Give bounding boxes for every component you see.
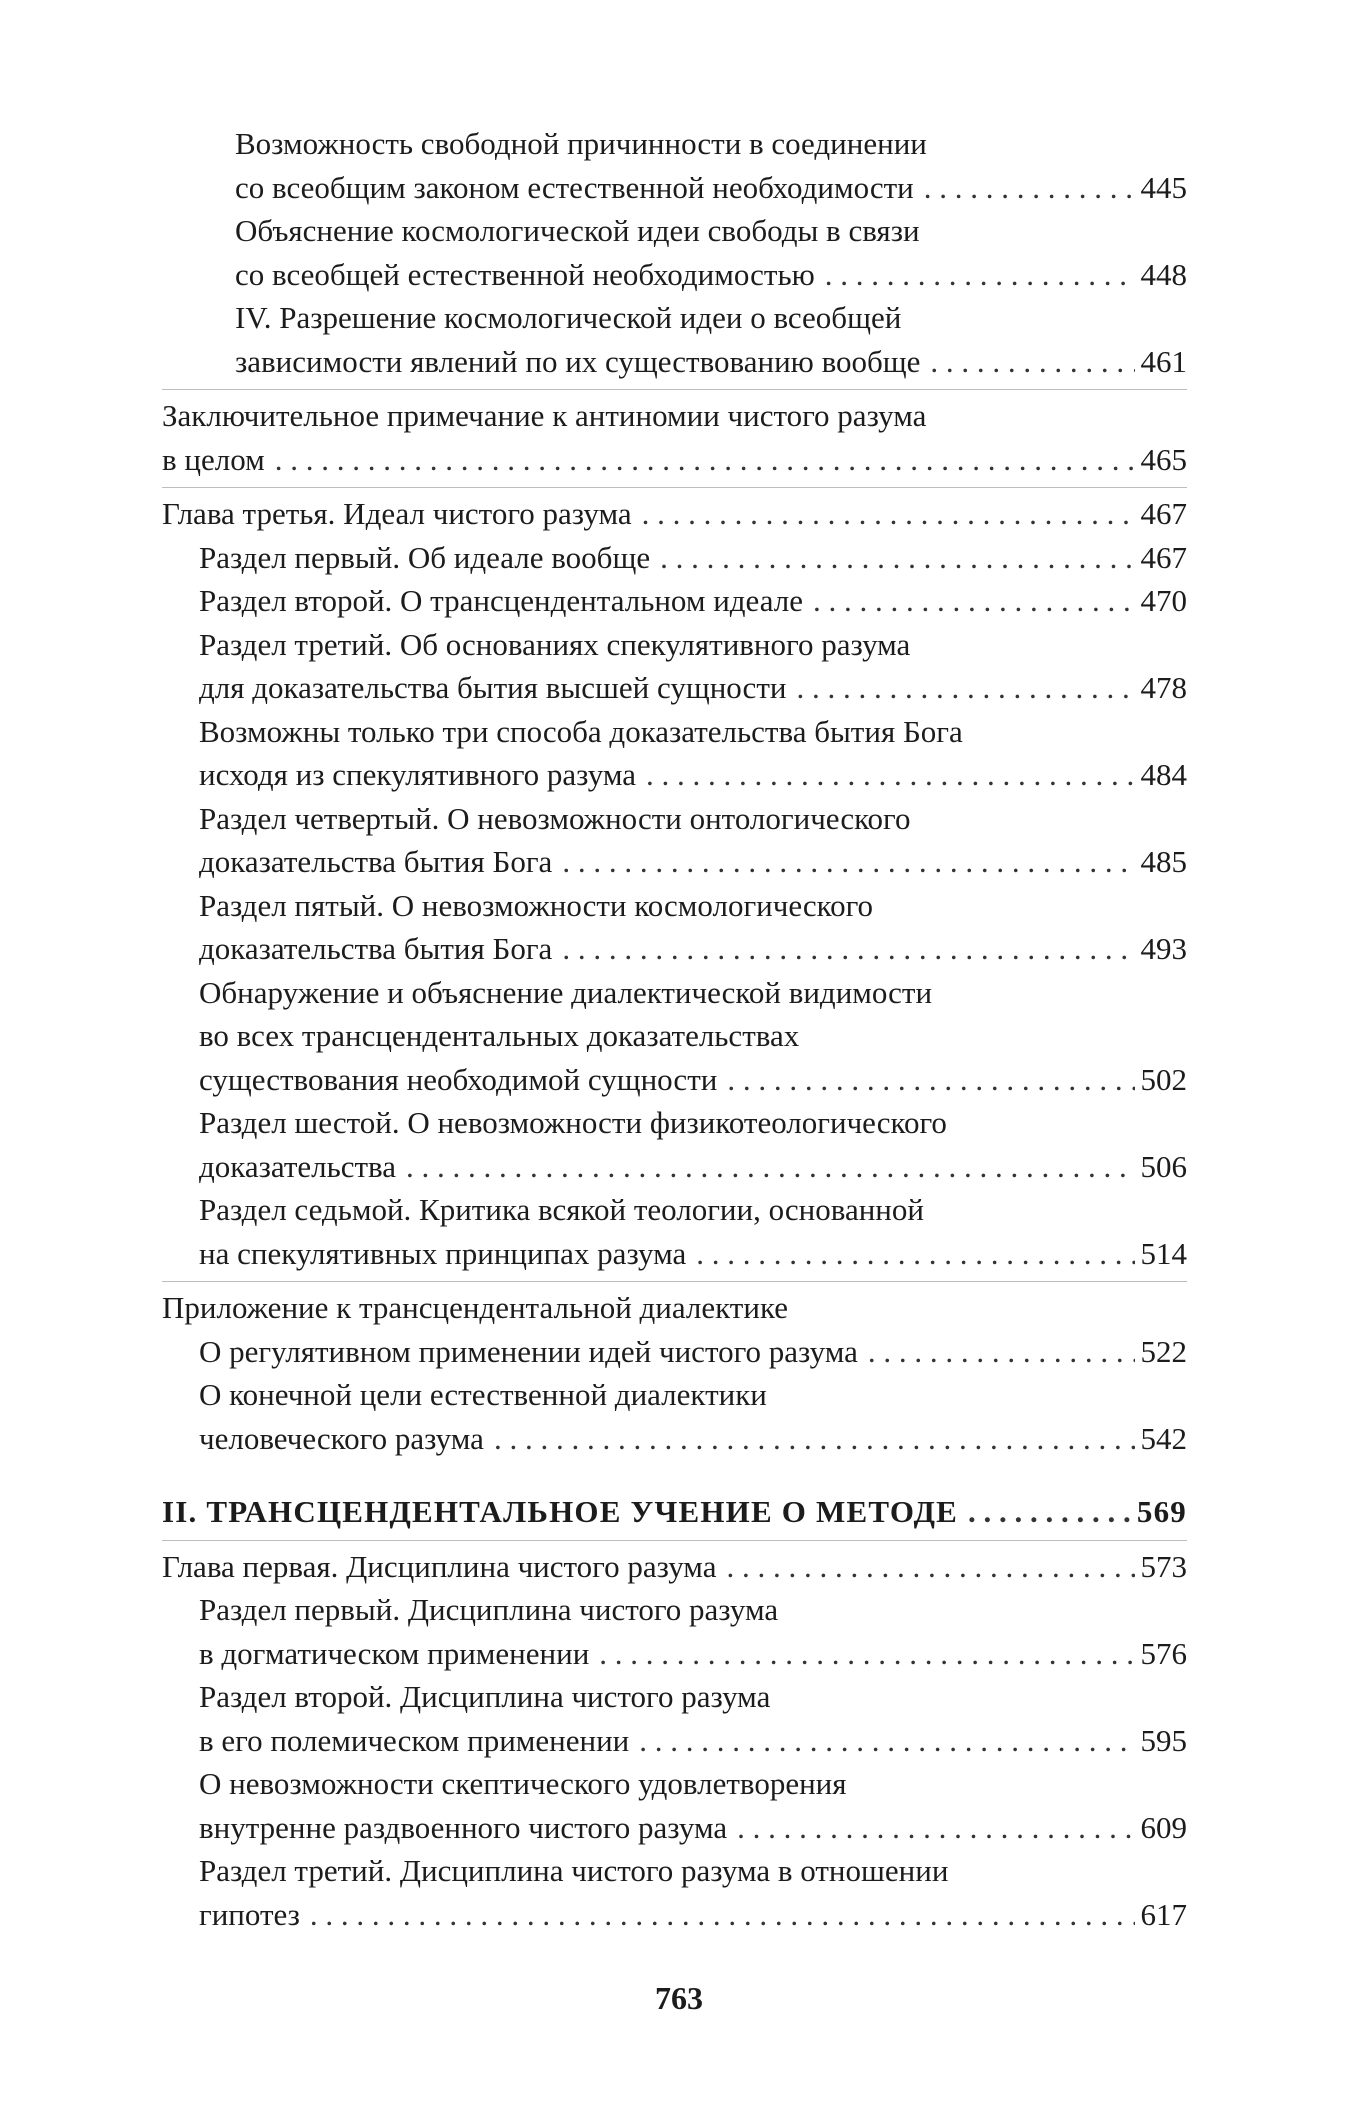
dot-leader — [796, 666, 1134, 710]
toc-entry-row — [199, 1330, 1187, 1374]
dot-leader — [930, 340, 1134, 384]
dot-leader — [727, 1058, 1134, 1102]
section-divider — [162, 1540, 1187, 1541]
toc-page-number: 573 — [1140, 1548, 1187, 1584]
toc-page-number: 609 — [1140, 1809, 1187, 1845]
toc-entry-row — [162, 1545, 1187, 1589]
toc-entry-line: IV. Разрешение космологической идеи о всеобщей — [235, 300, 902, 335]
toc-entry-line: О конечной цели естественной диалектики — [199, 1377, 767, 1412]
toc-entry-title: в целом — [162, 441, 265, 477]
toc-entry-line: Раздел второй. Дисциплина чистого разума — [199, 1679, 771, 1714]
toc-entry-title: зависимости явлений по их существованию вообще — [235, 343, 921, 379]
toc-entry-title: Раздел второй. О трансцендентальном идеале — [199, 583, 803, 618]
toc-entry-row — [199, 753, 1187, 797]
dot-leader — [825, 253, 1135, 297]
toc-entry-row — [235, 166, 1187, 210]
toc-page-number: 465 — [1140, 441, 1187, 477]
toc-entry-title: Глава первая. Дисциплина чистого разума — [162, 1548, 717, 1584]
toc-entry-title: II. ТРАНСЦЕНДЕНТАЛЬНОЕ УЧЕНИЕ О МЕТОДЕ — [162, 1494, 959, 1529]
toc-entry-line: Раздел первый. Дисциплина чистого разума — [199, 1592, 779, 1627]
toc-page-number: 576 — [1140, 1635, 1187, 1671]
dot-leader — [642, 492, 1135, 536]
toc-entry — [162, 209, 1187, 296]
toc-entry-title: на спекулятивных принципах разума — [199, 1235, 687, 1271]
toc-page-number: 448 — [1140, 256, 1187, 292]
toc-entry-line: Раздел шестой. О невозможности физикотеологического — [199, 1105, 947, 1140]
toc-entry-line: Возможность свободной причинности в соединении — [235, 126, 927, 161]
toc-entry-row — [199, 1719, 1187, 1763]
toc-entry-title: доказательства — [199, 1148, 397, 1184]
dot-leader — [639, 1719, 1134, 1763]
table-of-contents — [162, 122, 1187, 1936]
dot-leader — [562, 840, 1134, 884]
toc-entry — [162, 1545, 1187, 1589]
toc-entry-title: Приложение к трансцендентальной диалектике — [162, 1290, 788, 1325]
toc-page-number: 617 — [1140, 1896, 1187, 1932]
toc-entry — [162, 1762, 1187, 1849]
toc-entry — [162, 1330, 1187, 1374]
dot-leader — [737, 1806, 1134, 1850]
toc-entry-title: внутренне раздвоенного чистого разума — [199, 1809, 728, 1845]
toc-page-number: 506 — [1140, 1148, 1187, 1184]
toc-entry-row — [199, 579, 1187, 623]
toc-entry — [162, 1675, 1187, 1762]
toc-entry-title: Раздел первый. Об идеале вообще — [199, 539, 651, 575]
dot-leader — [696, 1232, 1134, 1276]
toc-entry-line: во всех трансцендентальных доказательствах — [199, 1018, 800, 1053]
toc-page-number: 595 — [1140, 1722, 1187, 1758]
toc-entry-title: гипотез — [199, 1896, 300, 1932]
page-number: 763 — [655, 1980, 703, 2016]
toc-entry-row — [199, 1806, 1187, 1850]
dot-leader — [562, 927, 1134, 971]
toc-entry-line: Заключительное примечание к антиномии чистого разума — [162, 398, 927, 433]
dot-leader — [406, 1145, 1134, 1189]
toc-page-number: 461 — [1140, 343, 1187, 379]
toc-entry-row — [199, 1058, 1187, 1102]
toc-entry-title: доказательства бытия Бога — [199, 844, 553, 879]
toc-entry — [162, 1849, 1187, 1936]
toc-entry-row — [199, 1417, 1187, 1461]
toc-entry-title: в догматическом применении — [199, 1635, 590, 1671]
toc-entry-row — [162, 1286, 1187, 1330]
toc-page-number: 542 — [1140, 1420, 1187, 1456]
dot-leader — [310, 1893, 1135, 1937]
toc-page-number: 502 — [1140, 1061, 1187, 1097]
toc-page-number: 467 — [1140, 539, 1187, 575]
toc-entry-row — [162, 438, 1187, 482]
toc-page-number: 478 — [1140, 670, 1187, 705]
toc-entry-title: человеческого разума — [199, 1420, 484, 1456]
toc-entry — [162, 579, 1187, 623]
toc-page-number: 445 — [1140, 169, 1187, 205]
toc-page-number: 493 — [1140, 931, 1187, 966]
toc-entry — [162, 623, 1187, 710]
toc-entry — [162, 1490, 1187, 1534]
toc-entry-row — [162, 492, 1187, 536]
toc-page-number: 569 — [1136, 1494, 1187, 1529]
toc-entry-line: Обнаружение и объяснение диалектической видимости — [199, 974, 933, 1010]
toc-entry — [162, 536, 1187, 580]
toc-entry — [162, 1101, 1187, 1188]
dot-leader — [968, 1490, 1131, 1534]
toc-entry — [162, 492, 1187, 536]
toc-entry-row — [235, 340, 1187, 384]
toc-page-number: 467 — [1140, 496, 1187, 531]
toc-entry-line: Возможны только три способа доказательства бытия Бога — [199, 713, 963, 749]
toc-entry-title: доказательства бытия Бога — [199, 931, 553, 966]
toc-entry — [162, 394, 1187, 481]
toc-entry-row — [199, 536, 1187, 580]
dot-leader — [868, 1330, 1135, 1374]
toc-entry-title: О регулятивном применении идей чистого разума — [199, 1333, 858, 1369]
toc-entry — [162, 1188, 1187, 1275]
section-divider — [162, 487, 1187, 488]
toc-page-number: 484 — [1140, 757, 1187, 792]
dot-leader — [813, 579, 1135, 623]
toc-page-number: 470 — [1140, 583, 1187, 618]
toc-entry-line: Раздел пятый. О невозможности космологического — [199, 887, 874, 923]
toc-page-number: 522 — [1140, 1333, 1187, 1369]
dot-leader — [275, 438, 1135, 482]
toc-entry-row — [235, 253, 1187, 297]
toc-entry-row — [199, 1893, 1187, 1937]
dot-leader — [494, 1417, 1135, 1461]
toc-entry-title: со всеобщим законом естественной необходимости — [235, 169, 914, 205]
toc-entry-row — [199, 1232, 1187, 1276]
toc-page-number: 514 — [1140, 1235, 1187, 1271]
toc-entry — [162, 710, 1187, 797]
toc-entry-line: Раздел третий. Об основаниях спекулятивного разума — [199, 626, 911, 662]
toc-entry — [162, 122, 1187, 209]
toc-entry-row — [199, 927, 1187, 971]
toc-entry-row — [199, 1145, 1187, 1189]
toc-entry-row — [199, 840, 1187, 884]
toc-entry — [162, 1373, 1187, 1460]
dot-leader — [660, 536, 1134, 580]
toc-entry — [162, 884, 1187, 971]
toc-entry-line: Объяснение космологической идеи свободы в связи — [235, 213, 920, 248]
section-divider — [162, 389, 1187, 390]
toc-entry-row — [162, 1490, 1187, 1534]
toc-entry — [162, 971, 1187, 1102]
toc-entry — [162, 1286, 1187, 1330]
toc-entry-line: Раздел четвертый. О невозможности онтологического — [199, 800, 911, 836]
toc-entry — [162, 296, 1187, 383]
toc-entry — [162, 1588, 1187, 1675]
toc-entry-line: Раздел седьмой. Критика всякой теологии, основанной — [199, 1192, 924, 1227]
section-divider — [162, 1281, 1187, 1282]
toc-entry-title: существования необходимой сущности — [199, 1061, 718, 1097]
toc-entry-title: Глава третья. Идеал чистого разума — [162, 496, 632, 531]
toc-entry — [162, 797, 1187, 884]
toc-entry-row — [199, 666, 1187, 710]
toc-entry-title: исходя из спекулятивного разума — [199, 757, 636, 792]
toc-entry-title: для доказательства бытия высшей сущности — [199, 670, 787, 705]
dot-leader — [599, 1632, 1134, 1676]
dot-leader — [924, 166, 1135, 210]
toc-entry-row — [199, 1632, 1187, 1676]
toc-page-number: 485 — [1140, 844, 1187, 879]
toc-entry-line: Раздел третий. Дисциплина чистого разума в отношении — [199, 1853, 949, 1888]
dot-leader — [646, 753, 1135, 797]
dot-leader — [726, 1545, 1134, 1589]
toc-entry-line: О невозможности скептического удовлетворения — [199, 1766, 847, 1801]
toc-entry-title: в его полемическом применении — [199, 1722, 630, 1758]
toc-entry-title: со всеобщей естественной необходимостью — [235, 256, 815, 292]
